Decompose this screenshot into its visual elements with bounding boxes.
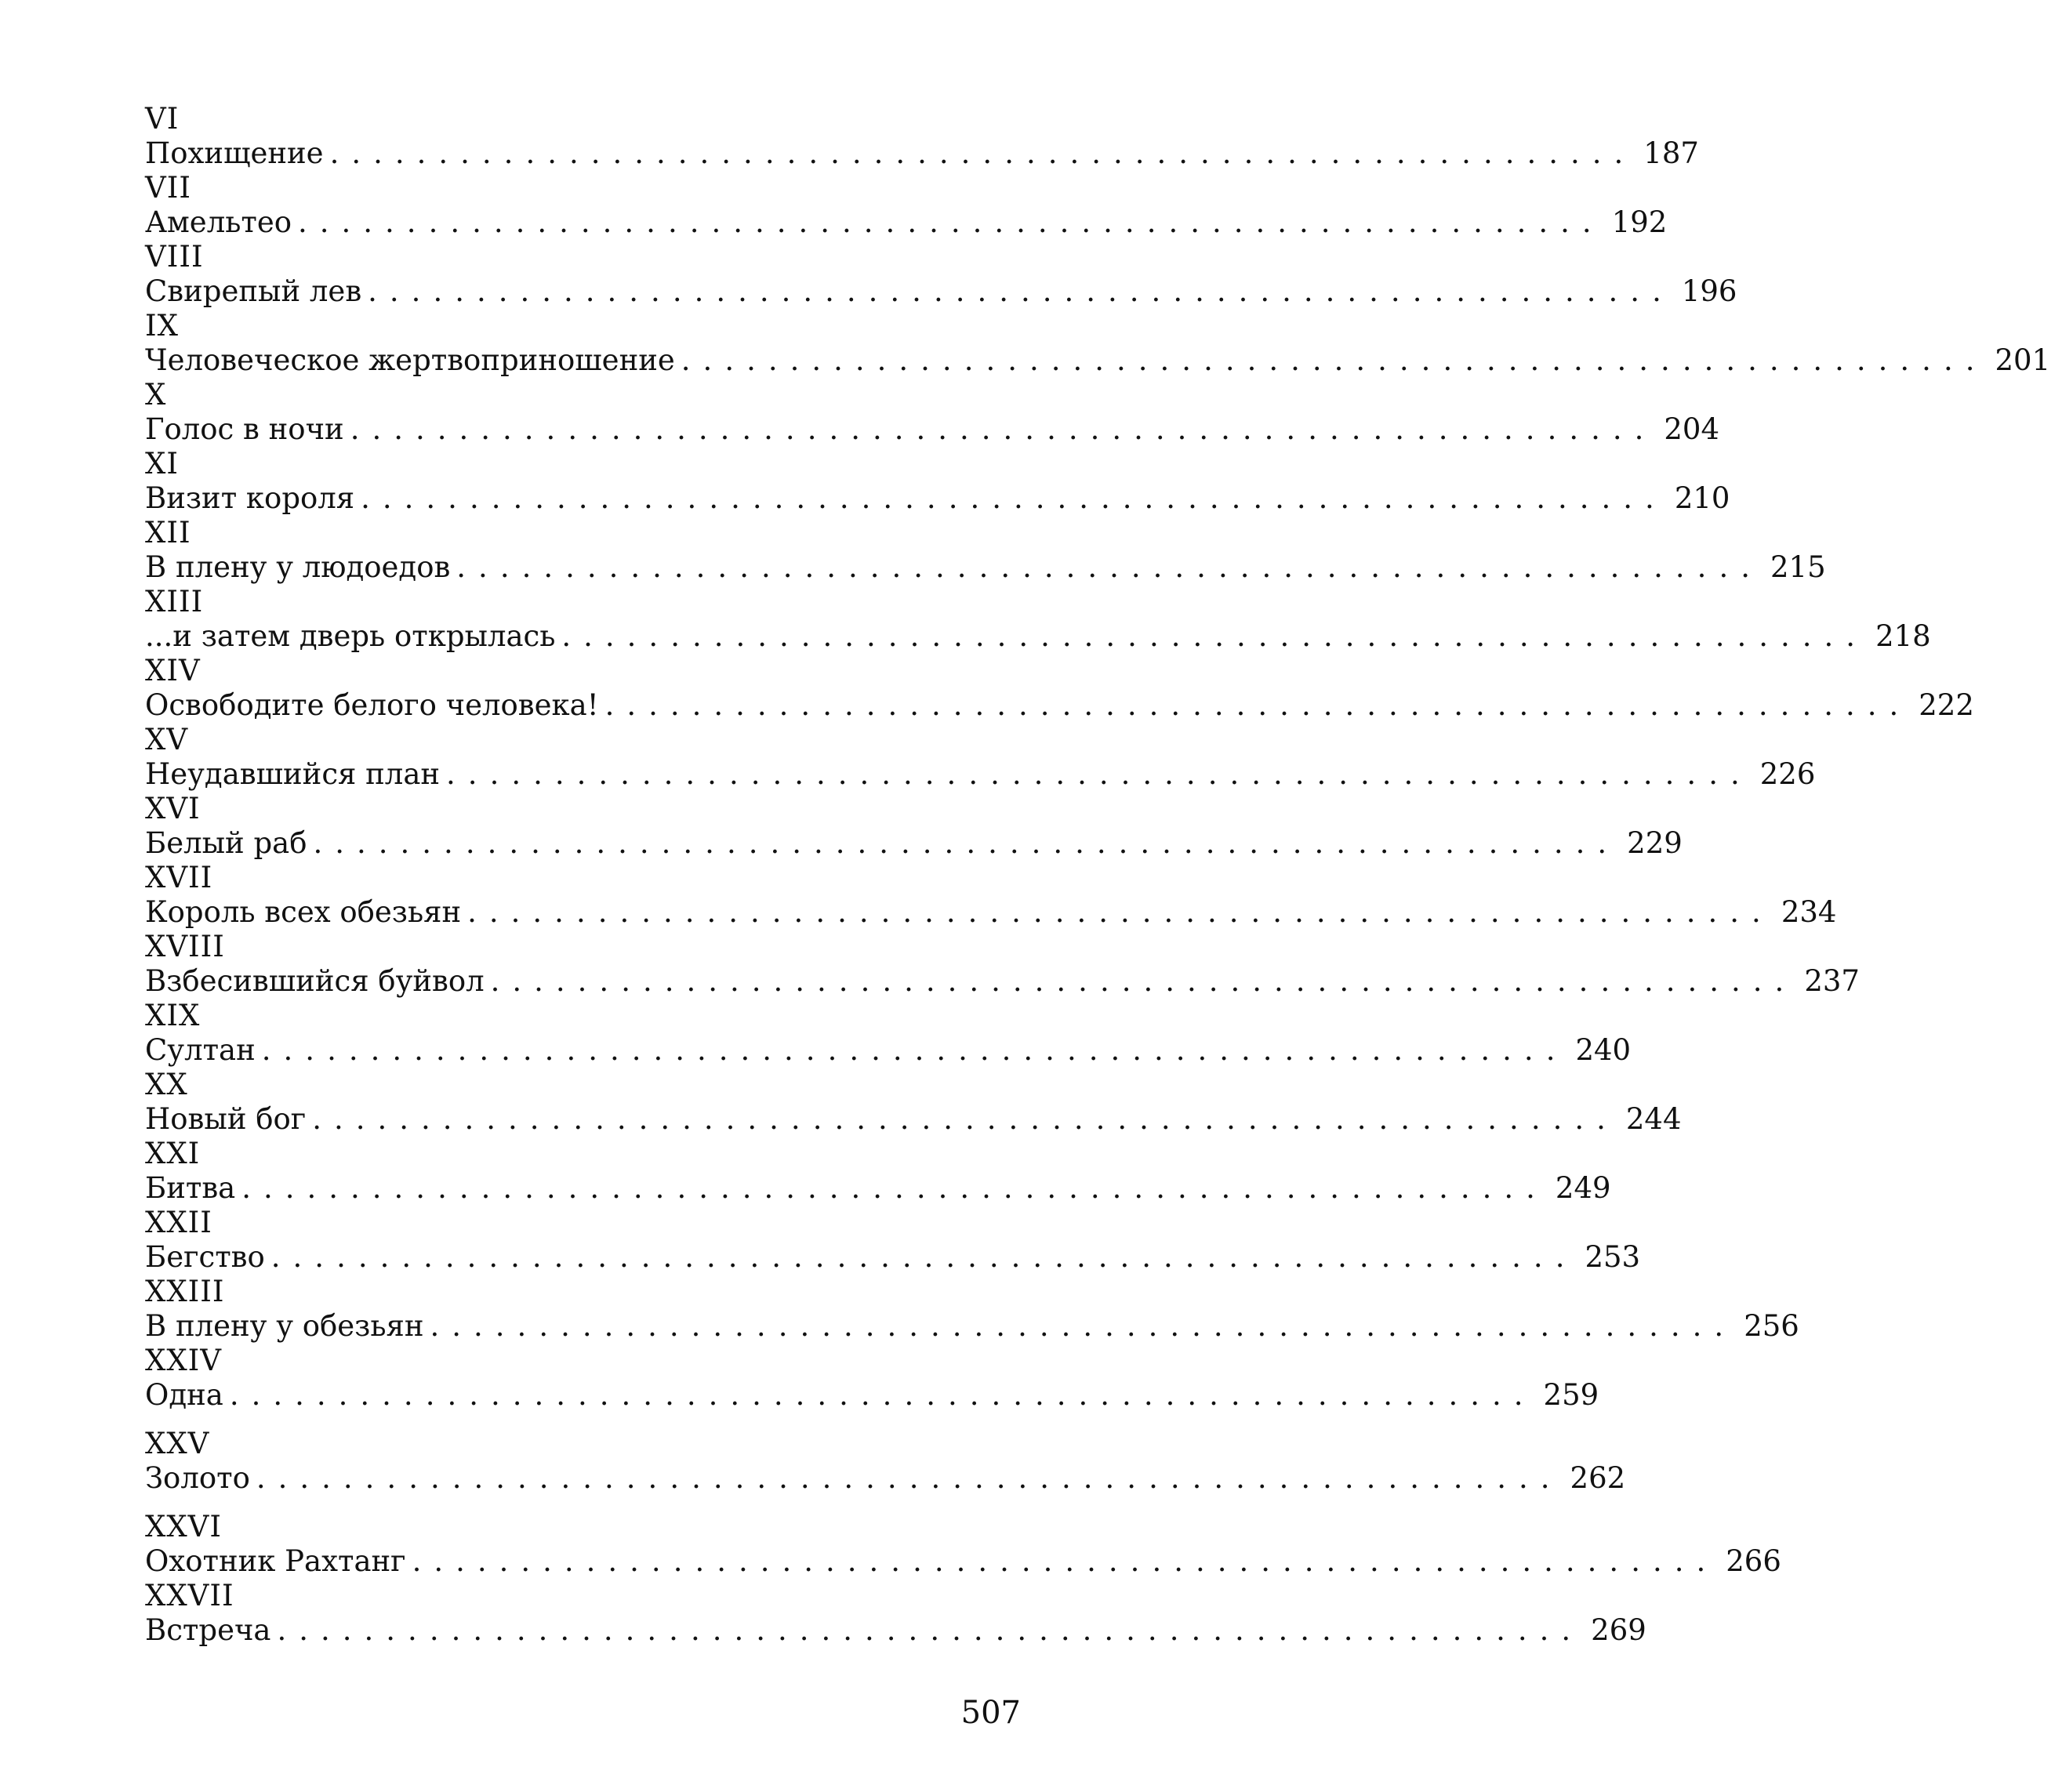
chapter-numeral: XIV	[145, 654, 201, 687]
chapter-page-number: 226	[1759, 757, 1816, 791]
chapter-numeral: IX	[145, 309, 179, 343]
toc-row	[145, 481, 1730, 516]
chapter-title: Амельтео	[145, 205, 292, 239]
chapter-numeral: XXVI	[145, 1510, 223, 1544]
toc-entry	[145, 102, 1699, 171]
chapter-numeral: XII	[145, 516, 191, 550]
chapter-title: Белый раб	[145, 826, 307, 860]
dot-leader: ............................................................	[256, 1461, 1563, 1495]
chapter-title: Золото	[145, 1461, 250, 1495]
chapter-title: Король всех обезьян	[145, 895, 462, 929]
toc-entry	[145, 1344, 1599, 1413]
chapter-page-number: 234	[1781, 895, 1837, 929]
chapter-title: Новый бог	[145, 1102, 307, 1136]
dot-leader: ............................................................	[277, 1613, 1584, 1647]
chapter-page-number: 204	[1664, 412, 1720, 446]
toc-row	[145, 964, 1860, 999]
chapter-title: В плену у людоедов	[145, 550, 451, 584]
toc-row	[145, 1309, 1799, 1344]
toc-row	[145, 1544, 1781, 1579]
dot-leader: ............................................................	[368, 274, 1674, 308]
chapter-numeral: XVIII	[145, 930, 225, 963]
chapter-title: В плену у обезьян	[145, 1309, 424, 1343]
chapter-page-number: 244	[1625, 1102, 1682, 1136]
dot-leader: ............................................................	[561, 619, 1868, 653]
dot-leader: ............................................................	[681, 343, 1988, 377]
toc-row	[145, 1171, 1611, 1206]
toc-row	[145, 826, 1683, 861]
chapter-page-number: 187	[1643, 136, 1699, 170]
toc-row	[145, 619, 1931, 654]
toc-entry	[145, 861, 1837, 930]
chapter-title: Похищение	[145, 136, 324, 170]
toc-entry	[145, 378, 1720, 447]
chapter-title: Освободите белого человека!	[145, 688, 599, 722]
toc-row	[145, 1613, 1646, 1648]
chapter-numeral: XXIV	[145, 1344, 223, 1377]
toc-row	[145, 757, 1816, 792]
chapter-page-number: 266	[1726, 1544, 1781, 1578]
toc-entry	[145, 447, 1730, 516]
chapter-title: Свирепый лев	[145, 274, 362, 308]
dot-leader: ............................................................	[270, 1240, 1577, 1274]
toc-entry	[145, 1510, 1781, 1579]
toc-row	[145, 274, 1737, 309]
toc-row	[145, 1102, 1682, 1137]
toc-row	[145, 688, 1974, 723]
chapter-page-number: 249	[1555, 1171, 1611, 1205]
toc-row	[145, 550, 1826, 585]
toc-entry	[145, 654, 1974, 723]
toc-row	[145, 1033, 1632, 1068]
dot-leader: ............................................................	[412, 1544, 1719, 1578]
dot-leader: ............................................................	[298, 205, 1604, 239]
chapter-title: Встреча	[145, 1613, 271, 1647]
toc-row	[145, 1240, 1641, 1275]
toc-row	[145, 1461, 1626, 1496]
chapter-page-number: 192	[1611, 205, 1668, 239]
dot-leader: ............................................................	[430, 1309, 1737, 1343]
chapter-numeral: XXIII	[145, 1275, 225, 1308]
chapter-numeral: VI	[145, 102, 180, 136]
chapter-page-number: 229	[1627, 826, 1683, 860]
toc-entry	[145, 1137, 1611, 1206]
chapter-numeral: XXI	[145, 1137, 201, 1170]
toc-row	[145, 343, 2051, 378]
toc-entry	[145, 240, 1737, 309]
chapter-page-number: 201	[1995, 343, 2051, 377]
chapter-page-number: 240	[1575, 1033, 1632, 1067]
dot-leader: ............................................................	[456, 550, 1763, 584]
chapter-numeral: XIII	[145, 585, 204, 618]
chapter-title: Человеческое жертвоприношение	[145, 343, 675, 377]
chapter-title: ...и затем дверь открылась	[145, 619, 556, 653]
toc-entry	[145, 585, 1931, 654]
entry-spacer	[145, 1413, 992, 1427]
toc-entry	[145, 1275, 1799, 1344]
dot-leader: ............................................................	[261, 1033, 1568, 1067]
chapter-numeral: XI	[145, 447, 179, 481]
chapter-numeral: XX	[145, 1068, 188, 1101]
toc-entry	[145, 999, 1632, 1068]
toc-entry	[145, 1579, 1646, 1648]
dot-leader: ............................................................	[350, 412, 1657, 446]
chapter-title: Бегство	[145, 1240, 265, 1274]
chapter-page-number: 259	[1543, 1378, 1599, 1412]
chapter-page-number: 269	[1591, 1613, 1646, 1647]
dot-leader: ............................................................	[490, 964, 1797, 998]
chapter-page-number: 196	[1681, 274, 1737, 308]
chapter-numeral: XV	[145, 723, 189, 756]
toc-row	[145, 136, 1699, 171]
dot-leader: ............................................................	[241, 1171, 1548, 1205]
chapter-title: Визит короля	[145, 481, 355, 515]
chapter-title: Неудавшийся план	[145, 757, 441, 791]
chapter-numeral: XXVII	[145, 1579, 234, 1612]
toc-row	[145, 205, 1668, 240]
page-number: 507	[960, 1695, 1021, 1731]
toc-entry	[145, 516, 1826, 585]
toc-entry	[145, 930, 1860, 999]
chapter-page-number: 218	[1875, 619, 1931, 653]
toc-entry	[145, 723, 1816, 792]
toc-entry	[145, 1427, 1626, 1496]
chapter-page-number: 210	[1674, 481, 1730, 515]
chapter-page-number: 253	[1585, 1240, 1641, 1274]
chapter-numeral: VII	[145, 171, 191, 205]
toc-entry	[145, 792, 1683, 861]
chapter-page-number: 222	[1919, 688, 1974, 722]
chapter-numeral: XXII	[145, 1206, 212, 1239]
chapter-page-number: 215	[1770, 550, 1826, 584]
dot-leader: ............................................................	[312, 1102, 1618, 1136]
chapter-title: Голос в ночи	[145, 412, 344, 446]
chapter-page-number: 256	[1744, 1309, 1799, 1343]
entry-spacer	[145, 1496, 992, 1510]
toc-entry	[145, 309, 2051, 378]
chapter-page-number: 262	[1570, 1461, 1626, 1495]
toc-entry	[145, 1068, 1682, 1137]
dot-leader: ............................................................	[313, 826, 1620, 860]
chapter-title: Взбесившийся буйвол	[145, 964, 485, 998]
chapter-page-number: 237	[1804, 964, 1860, 998]
chapter-title: Битва	[145, 1171, 236, 1205]
chapter-numeral: XIX	[145, 999, 201, 1032]
chapter-numeral: X	[145, 378, 167, 412]
chapter-title: Охотник Рахтанг	[145, 1544, 406, 1578]
chapter-numeral: VIII	[145, 240, 204, 274]
toc-row	[145, 1378, 1599, 1413]
dot-leader: ............................................................	[467, 895, 1773, 929]
table-of-contents	[145, 102, 2051, 1648]
chapter-numeral: XVI	[145, 792, 201, 825]
toc-row	[145, 412, 1720, 447]
toc-entry	[145, 171, 1668, 240]
dot-leader: ............................................................	[604, 688, 1911, 722]
toc-row	[145, 895, 1837, 930]
chapter-numeral: XXV	[145, 1427, 210, 1460]
dot-leader: ............................................................	[229, 1378, 1536, 1412]
dot-leader: ............................................................	[446, 757, 1752, 791]
chapter-title: Одна	[145, 1378, 223, 1412]
dot-leader: ............................................................	[329, 136, 1636, 170]
chapter-numeral: XVII	[145, 861, 213, 894]
dot-leader: ............................................................	[361, 481, 1667, 515]
chapter-title: Султан	[145, 1033, 256, 1067]
toc-entry	[145, 1206, 1641, 1275]
